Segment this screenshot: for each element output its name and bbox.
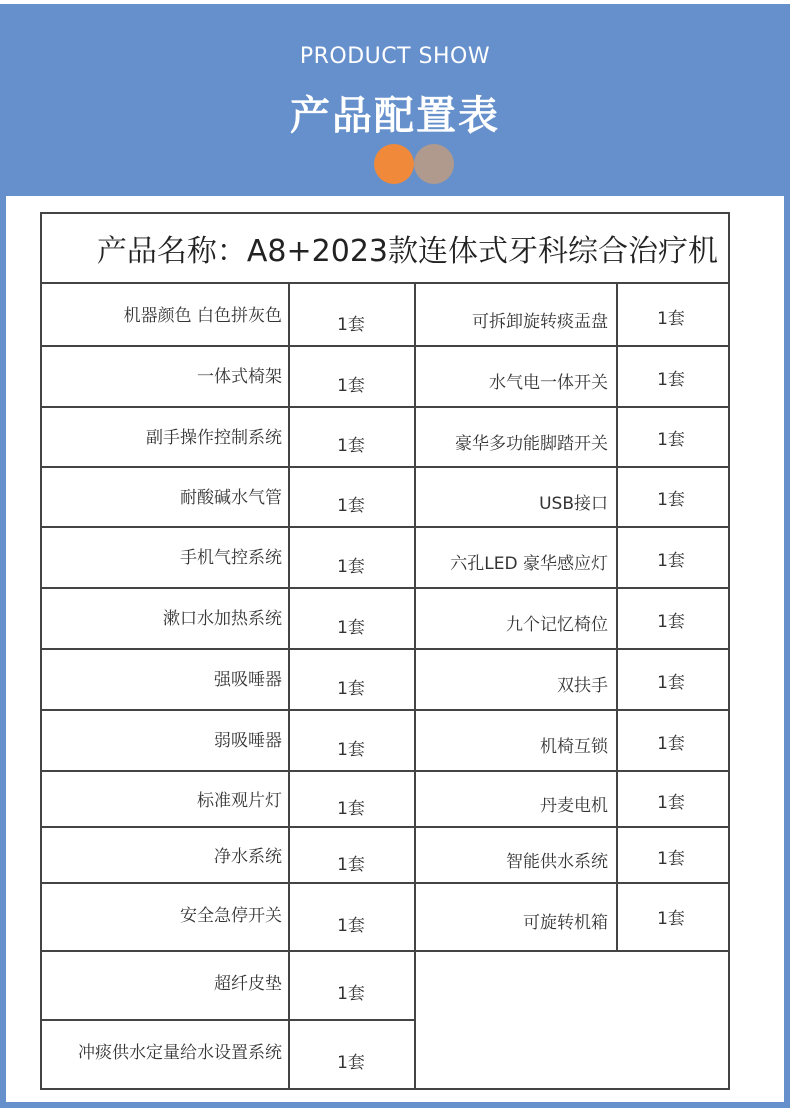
row-divider	[42, 587, 730, 589]
item-quantity: 1套	[657, 430, 685, 450]
item-quantity: 1套	[337, 496, 365, 516]
item-name: 六孔LED 豪华感应灯	[450, 554, 608, 574]
item-name: 冲痰供水定量给水设置系统	[78, 1043, 282, 1063]
item-quantity: 1套	[657, 849, 685, 869]
item-quantity: 1套	[337, 679, 365, 699]
item-quantity: 1套	[337, 436, 365, 456]
row-divider	[42, 648, 730, 650]
item-name: 手机气控系统	[180, 548, 282, 568]
item-name: 副手操作控制系统	[146, 428, 282, 448]
config-table	[40, 212, 730, 1090]
item-name: 弱吸唾器	[214, 731, 282, 751]
item-quantity: 1套	[337, 984, 365, 1004]
row-divider	[42, 882, 730, 884]
row-divider	[42, 770, 730, 772]
item-name: 净水系统	[214, 847, 282, 867]
item-quantity: 1套	[337, 916, 365, 936]
item-quantity: 1套	[337, 855, 365, 875]
item-quantity: 1套	[337, 740, 365, 760]
row-divider	[42, 1019, 414, 1021]
item-name: USB接口	[539, 494, 608, 514]
item-name: 可拆卸旋转痰盂盘	[472, 312, 608, 332]
column-divider	[616, 284, 618, 950]
row-divider	[42, 406, 730, 408]
item-quantity: 1套	[657, 793, 685, 813]
item-name: 安全急停开关	[180, 906, 282, 926]
item-name: 丹麦电机	[540, 796, 608, 816]
item-quantity: 1套	[657, 490, 685, 510]
top-divider	[0, 0, 790, 4]
row-divider	[42, 826, 730, 828]
column-divider	[288, 284, 290, 1088]
item-name: 超纤皮垫	[214, 974, 282, 994]
item-quantity: 1套	[337, 799, 365, 819]
item-name: 九个记忆椅位	[506, 615, 608, 635]
item-name: 可旋转机箱	[523, 913, 608, 933]
item-quantity: 1套	[337, 315, 365, 335]
header-banner	[0, 0, 790, 196]
item-quantity: 1套	[657, 370, 685, 390]
row-divider	[42, 526, 730, 528]
item-name: 智能供水系统	[506, 852, 608, 872]
orange-dot-decoration	[374, 144, 414, 184]
row-divider	[42, 709, 730, 711]
item-name: 漱口水加热系统	[163, 609, 282, 629]
item-name: 豪华多功能脚踏开关	[455, 434, 608, 454]
item-quantity: 1套	[657, 309, 685, 329]
item-quantity: 1套	[657, 909, 685, 929]
row-divider	[42, 466, 730, 468]
item-quantity: 1套	[657, 612, 685, 632]
item-name: 机椅互锁	[540, 737, 608, 757]
item-name: 耐酸碱水气管	[180, 488, 282, 508]
gray-dot-decoration	[414, 144, 454, 184]
column-divider	[414, 284, 416, 1088]
section-subtitle: PRODUCT SHOW	[299, 44, 491, 69]
product-name: 产品名称：A8+2023款连体式牙科综合治疗机	[42, 214, 728, 284]
item-quantity: 1套	[657, 673, 685, 693]
item-name: 一体式椅架	[197, 367, 282, 387]
item-quantity: 1套	[337, 618, 365, 638]
row-divider	[42, 345, 730, 347]
item-quantity: 1套	[337, 1053, 365, 1073]
item-quantity: 1套	[337, 557, 365, 577]
page-title: 产品配置表	[290, 93, 500, 139]
item-quantity: 1套	[337, 376, 365, 396]
row-divider	[42, 950, 730, 952]
item-name: 水气电一体开关	[489, 373, 608, 393]
item-quantity: 1套	[657, 551, 685, 571]
item-name: 机器颜色 白色拼灰色	[123, 306, 282, 326]
item-name: 强吸唾器	[214, 670, 282, 690]
item-name: 双扶手	[557, 676, 608, 696]
item-quantity: 1套	[657, 734, 685, 754]
item-name: 标准观片灯	[197, 791, 282, 811]
